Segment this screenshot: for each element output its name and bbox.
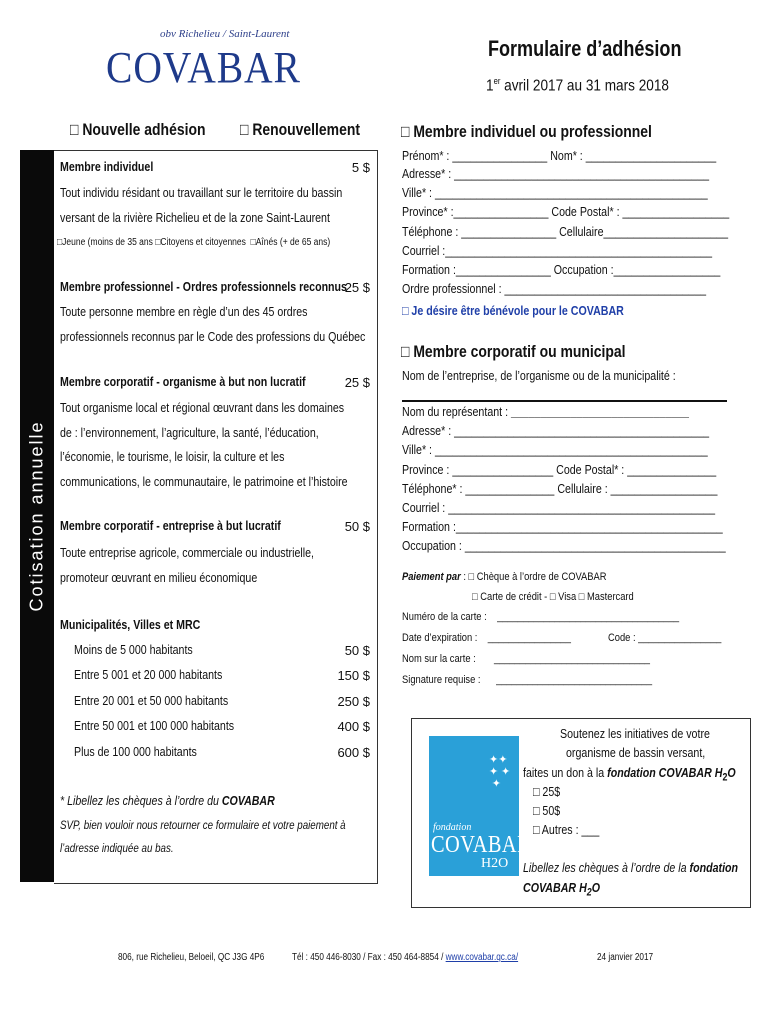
professional-member-title: Membre professionnel - Ordres professionnels reconnus: [60, 280, 347, 294]
nonprofit-member-price: 25 $: [344, 375, 370, 390]
covabar-logo: COVABAR: [106, 43, 301, 92]
field-card-name[interactable]: Nom sur la carte : ______________________________: [402, 653, 650, 665]
field-city[interactable]: Ville* : ______________________________________________: [402, 185, 708, 200]
field-address[interactable]: Adresse* : ___________________________________________: [402, 166, 710, 181]
individual-member-title: Membre individuel: [60, 160, 154, 174]
donation-line-2: organisme de bassin versant,: [566, 745, 706, 760]
payment-method[interactable]: Paiement par : □ Chèque à l’ordre de COVABAR: [402, 571, 607, 583]
logo-tagline: obv Richelieu / Saint-Laurent: [160, 28, 290, 40]
option-corporate-member[interactable]: □ Membre corporatif ou municipal: [401, 342, 626, 361]
business-member-price: 50 $: [344, 519, 370, 534]
checkbox-icon[interactable]: □: [240, 120, 249, 139]
municipal-row-price: 50 $: [344, 643, 370, 658]
field-corp-phone[interactable]: Téléphone* : _______________ Cellulaire : __________________: [402, 481, 718, 496]
nonprofit-desc-1: Tout organisme local et régional œuvrant dans les domaines: [60, 401, 345, 415]
municipal-row-label: Plus de 100 000 habitants: [74, 745, 197, 759]
footer-address: 806, rue Richelieu, Beloeil, QC J3G 4P6: [118, 952, 265, 963]
municipal-row-price: 250 $: [337, 694, 370, 709]
municipal-title: Municipalités, Villes et MRC: [60, 618, 201, 632]
business-member-title: Membre corporatif - entreprise à but lucratif: [60, 519, 281, 533]
field-phone[interactable]: Téléphone : ________________ Cellulaire_____________________: [402, 224, 729, 239]
checkbox-icon[interactable]: □: [155, 237, 161, 248]
business-desc-1: Toute entreprise agricole, commerciale ou industrielle,: [60, 546, 314, 560]
form-title: Formulaire d’adhésion: [488, 36, 682, 61]
donation-line-1: Soutenez les initiatives de votre: [560, 726, 710, 741]
footer-website-link[interactable]: www.covabar.qc.ca/: [445, 952, 519, 963]
business-desc-2: promoteur œuvrant en milieu économique: [60, 571, 258, 585]
form-period: 1er avril 2017 au 31 mars 2018: [486, 76, 669, 95]
professional-member-price: 25 $: [344, 280, 370, 295]
individual-subtypes: □Jeune (moins de 35 ans □Citoyens et citoyennes □Aînés (+ de 65 ans): [57, 237, 331, 248]
field-professional-order[interactable]: Ordre professionnel : __________________________________: [402, 281, 707, 296]
checkbox-icon[interactable]: □: [401, 342, 410, 361]
field-province[interactable]: Province* :________________ Code Postal* : __________________: [402, 204, 730, 219]
donation-option-25[interactable]: □ 25$: [533, 784, 561, 799]
cheque-note: * Libellez les chèques à l’ordre du COVABAR: [60, 794, 275, 808]
municipal-row-price: 600 $: [337, 745, 370, 760]
municipal-row-label: Entre 20 001 et 50 000 habitants: [74, 694, 229, 708]
field-representative[interactable]: Nom du représentant : ______________________________: [402, 404, 689, 419]
individual-member-price: 5 $: [351, 160, 370, 175]
professional-desc-2: professionnels reconnus par le Code des professions du Québec: [60, 330, 366, 344]
field-signature[interactable]: Signature requise : ______________________________: [402, 674, 653, 686]
field-corp-training[interactable]: Formation :_____________________________________________: [402, 519, 723, 534]
fee-panel: [54, 150, 378, 884]
municipal-row-price: 150 $: [337, 668, 370, 683]
individual-desc-1: Tout individu résidant ou travaillant sur le territoire du bassin: [60, 186, 343, 200]
field-organization-name: Nom de l’entreprise, de l’organisme ou de la municipalité :: [402, 368, 676, 383]
nonprofit-member-title: Membre corporatif - organisme à but non lucratif: [60, 375, 306, 389]
field-corp-province[interactable]: Province : _________________ Code Postal* : _______________: [402, 462, 717, 477]
checkbox-icon[interactable]: □: [250, 237, 256, 248]
nonprofit-desc-3: l’économie, le tourisme, le loisir, la culture et les: [60, 450, 285, 464]
checkbox-icon[interactable]: □: [57, 237, 63, 248]
payment-card-options[interactable]: □ Carte de crédit - □ Visa □ Mastercard: [472, 591, 634, 603]
field-corp-address[interactable]: Adresse* : ___________________________________________: [402, 423, 710, 438]
volunteer-checkbox[interactable]: □ Je désire être bénévole pour le COVABAR: [402, 303, 624, 318]
nonprofit-desc-2: de : l’environnement, l’agriculture, la santé, l’éducation,: [60, 426, 319, 440]
return-note-1: SVP, bien vouloir nous retourner ce formulaire et votre paiement à: [60, 820, 346, 832]
nonprofit-desc-4: communications, le communautaire, le patrimoine et l’histoire: [60, 475, 348, 489]
donation-option-other[interactable]: □ Autres : ___: [533, 822, 600, 837]
field-email[interactable]: Courriel :_____________________________________________: [402, 243, 713, 258]
municipal-row-price: 400 $: [337, 719, 370, 734]
donation-option-50[interactable]: □ 50$: [533, 803, 561, 818]
field-corp-city[interactable]: Ville* : ______________________________________________: [402, 442, 708, 457]
donation-line-3: faites un don à la fondation COVABAR $H_2O$: [523, 765, 736, 784]
option-renewal[interactable]: □ Renouvellement: [240, 120, 360, 139]
organization-name-line[interactable]: [402, 400, 727, 402]
donation-cheque-note-1: Libellez les chèques à l’ordre de la fondation: [523, 860, 739, 875]
stars-icon: ✦✦ ✦ ✦ ✦: [489, 754, 511, 790]
option-new-membership[interactable]: □ Nouvelle adhésion: [70, 120, 206, 139]
return-note-2: l’adresse indiquée au bas.: [60, 843, 174, 855]
fondation-covabar-logo: ✦✦ ✦ ✦ ✦ fondation COVABAR H2O: [429, 736, 519, 876]
municipal-row-label: Moins de 5 000 habitants: [74, 643, 193, 657]
option-individual-member[interactable]: □ Membre individuel ou professionnel: [401, 122, 652, 141]
field-card-code[interactable]: Code : ________________: [608, 632, 722, 644]
professional-desc-1: Toute personne membre en règle d’un des 45 ordres: [60, 305, 308, 319]
donation-cheque-note-2: COVABAR $H_2O$: [523, 880, 601, 899]
footer-date: 24 janvier 2017: [597, 952, 654, 963]
field-first-name[interactable]: Prénom* : ________________ Nom* : ______________________: [402, 148, 717, 163]
field-training[interactable]: Formation :________________ Occupation :__________________: [402, 262, 721, 277]
field-corp-email[interactable]: Courriel : _____________________________________________: [402, 500, 716, 515]
municipal-row-label: Entre 5 001 et 20 000 habitants: [74, 668, 223, 682]
field-card-expiry[interactable]: Date d’expiration : ________________: [402, 632, 571, 644]
checkbox-icon[interactable]: □: [401, 122, 410, 141]
individual-desc-2: versant de la rivière Richelieu et de la zone Saint-Laurent: [60, 211, 330, 225]
annual-fee-sidebar: [20, 150, 54, 882]
municipal-row-label: Entre 50 001 et 100 000 habitants: [74, 719, 235, 733]
footer-contact: Tél : 450 446-8030 / Fax : 450 464-8854 / www.covabar.qc.ca/: [292, 952, 519, 963]
sidebar-label: Cotisation annuelle: [26, 420, 47, 612]
field-corp-occupation[interactable]: Occupation : ____________________________________________: [402, 538, 726, 553]
checkbox-icon[interactable]: □: [70, 120, 79, 139]
field-card-number[interactable]: Numéro de la carte : ___________________________________: [402, 611, 680, 623]
